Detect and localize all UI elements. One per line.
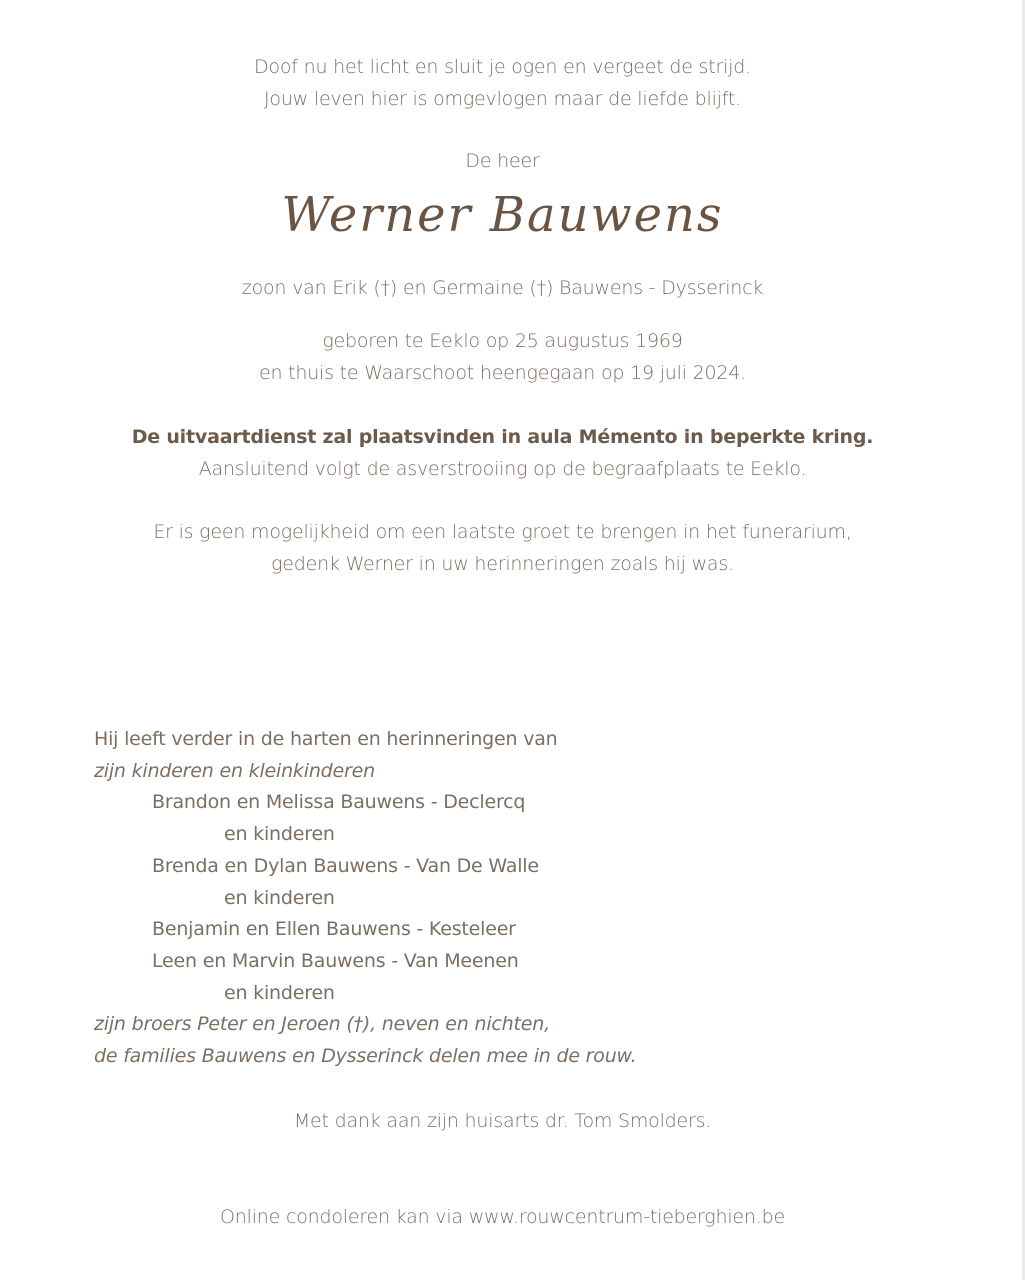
poem-block <box>0 51 1005 115</box>
child-sub-entry: en kinderen <box>224 981 335 1004</box>
child-entry: Brenda en Dylan Bauwens - Van De Walle <box>152 854 539 877</box>
service-announcement: De uitvaartdienst zal plaatsvinden in aula Mémento in beperkte kring. <box>131 426 874 448</box>
service-followup: Aansluitend volgt de asverstrooiing op de begraafplaats te Eeklo. <box>198 458 807 480</box>
poem-line-1: Doof nu het licht en sluit je ogen en vergeet de strijd. <box>254 56 751 78</box>
death-text: en thuis te Waarschoot heengegaan op 19 juli 2024. <box>258 362 747 384</box>
child-entry: Brandon en Melissa Bauwens - Declercq <box>152 791 526 814</box>
dates-block <box>0 325 1005 389</box>
title-prefix <box>0 145 1005 177</box>
brothers-line: zijn broers Peter en Jeroen (†), neven en nichten, <box>94 1013 550 1036</box>
child-entry: Leen en Marvin Bauwens - Van Meenen <box>152 949 519 972</box>
child-sub-entry: en kinderen <box>224 823 335 846</box>
title-prefix-text: De heer <box>465 150 540 172</box>
children-heading: zijn kinderen en kleinkinderen <box>94 759 375 782</box>
families-line: de families Bauwens en Dysserinck delen mee in de rouw. <box>94 1045 637 1068</box>
no-visit-line-1: Er is geen mogelijkheid om een laatste groet te brengen in het funerarium, <box>153 521 852 543</box>
family-intro: Hij leeft verder in de harten en herinneringen van <box>94 728 558 750</box>
poem-line-2: Jouw leven hier is omgevlogen maar de liefde blijft. <box>264 88 741 110</box>
condolence-block <box>0 1201 1005 1233</box>
service-block <box>0 421 1005 485</box>
deceased-name: Werner Bauwens <box>281 187 724 243</box>
child-sub-entry: en kinderen <box>224 886 335 909</box>
thanks-block <box>0 1105 1005 1137</box>
condolence-text: Online condoleren kan via www.rouwcentrum-tieberghien.be <box>220 1206 785 1228</box>
parents-text: zoon van Erik (†) en Germaine (†) Bauwens - Dysserinck <box>241 277 764 299</box>
thanks-text: Met dank aan zijn huisarts dr. Tom Smolders. <box>293 1110 712 1132</box>
birth-text: geboren te Eeklo op 25 augustus 1969 <box>322 330 683 352</box>
child-entry: Benjamin en Ellen Bauwens - Kesteleer <box>152 918 516 941</box>
family-block <box>94 724 637 1073</box>
no-visit-line-2: gedenk Werner in uw herinneringen zoals hij was. <box>271 553 734 575</box>
parents-block <box>0 272 1005 304</box>
no-visit-block <box>0 516 1005 580</box>
